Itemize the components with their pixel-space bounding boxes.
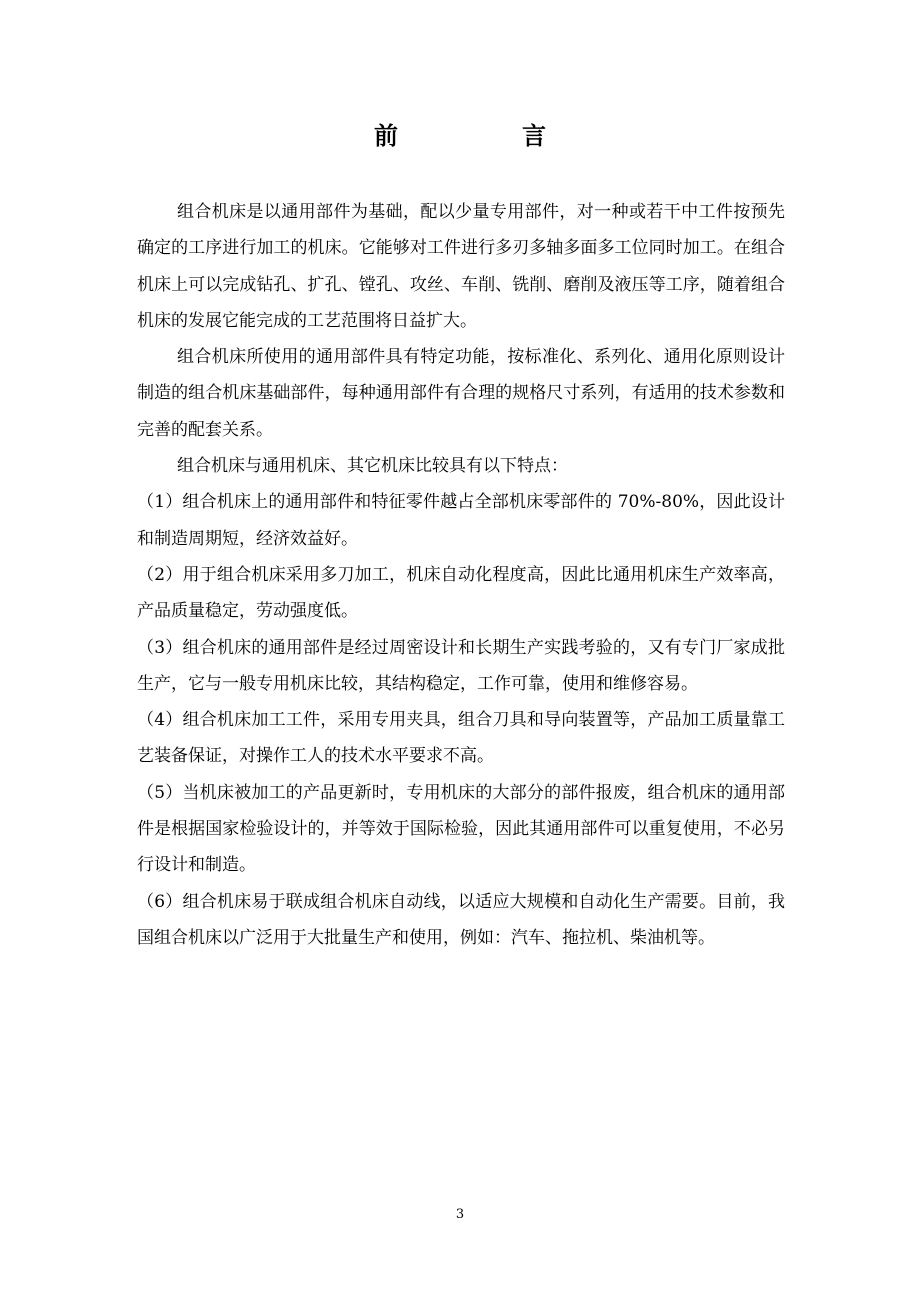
paragraph-features-lead: 组合机床与通用机床、其它机床比较具有以下特点： (177, 456, 568, 477)
page-title: 前 言 (374, 121, 596, 150)
paragraph-intro: 组合机床是以通用部件为基础，配以少量专用部件，对一种或若干中工件按预先确定的工序进行加工的机床。它能够对工件进行多刃多轴多面多工位同时加工。在组合机床上可以完成钻孔、扩孔、镗孔、攻丝、车削、铣削、磨削及液压等工序，随着组合机床的发展它能完成的工艺范围将日益扩大。 (137, 202, 785, 331)
list-item-5: （5）当机床被加工的产品更新时，专用机床的大部分的部件报废，组合机床的通用部件是根据国家检验设计的，并等效于国际检验，因此其通用部件可以重复使用，不必另行设计和制造。 (137, 782, 785, 876)
list-item-2: （2）用于组合机床采用多刀加工，机床自动化程度高，因此比通用机床生产效率高，产品质量稳定，劳动强度低。 (137, 564, 785, 622)
list-item-1: （1）组合机床上的通用部件和特征零件越占全部机床零部件的 70%-80%，因此设计和制造周期短，经济效益好。 (137, 492, 785, 549)
list-item-6: （6）组合机床易于联成组合机床自动线，以适应大规模和自动化生产需要。目前，我国组合机床以广泛用于大批量生产和使用，例如：汽车、拖拉机、柴油机等。 (137, 891, 785, 948)
paragraph-general-parts: 组合机床所使用的通用部件具有特定功能，按标准化、系列化、通用化原则设计制造的组合机床基础部件，每种通用部件有合理的规格尺寸系列，有适用的技术参数和完善的配套关系。 (137, 347, 785, 440)
document-body (137, 194, 785, 956)
list-item-3: （3）组合机床的通用部件是经过周密设计和长期生产实践考验的，又有专门厂家成批生产，它与一般专用机床比较，其结构稳定，工作可靠，使用和维修容易。 (137, 637, 785, 694)
page-number: 3 (455, 1207, 465, 1222)
list-item-4: （4）组合机床加工工件，采用专用夹具，组合刀具和导向装置等，产品加工质量靠工艺装备保证，对操作工人的技术水平要求不高。 (137, 710, 785, 767)
